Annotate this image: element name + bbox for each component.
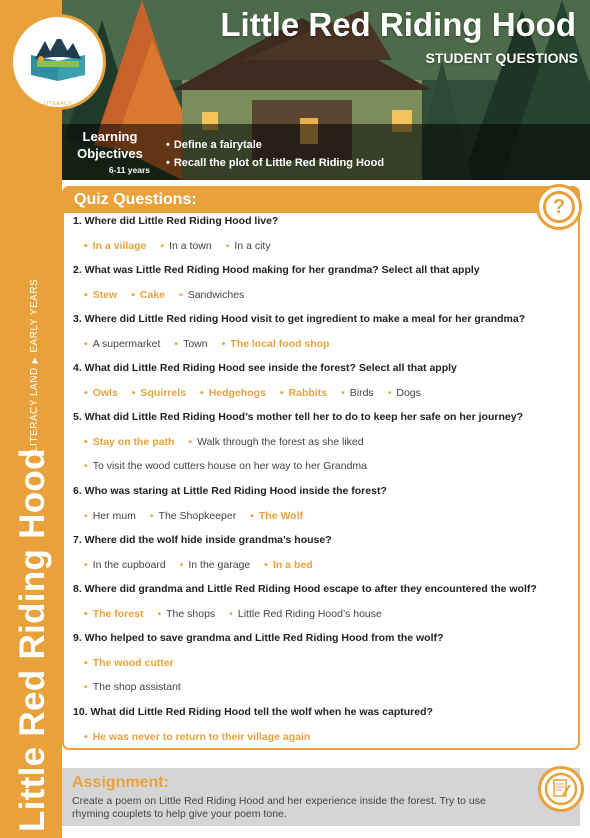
answer-option-correct: • The local food shop [222,338,330,350]
answer-row [84,559,327,571]
side-title: Little Red Riding Hood [13,448,52,832]
side-sub-right: EARLY YEARS [29,278,40,353]
answer-option: • In a town [160,240,211,252]
objective-item: • Recall the plot of Little Red Riding Hood [166,154,384,172]
literacy-logo [10,14,106,110]
question-text: 7. Where did the wolf hide inside grandma’s house? [73,534,332,546]
answer-option-correct: • Rabbits [280,387,327,399]
objective-item: • Define a fairytale [166,136,384,154]
quiz-header [64,188,578,213]
answer-row [84,657,188,669]
answer-option-correct: • Cake [131,289,165,301]
answer-option: • Her mum [84,510,136,522]
page-subtitle: STUDENT QUESTIONS [425,50,578,66]
assignment-panel [62,768,580,826]
quiz-title: Quiz Questions: [74,191,197,208]
question-text: 3. Where did Little Red riding Hood visit to get ingredient to make a meal for her grandma? [73,313,526,325]
answer-row [84,681,195,693]
answer-option-correct: • Stew [84,289,117,301]
question-mark-icon: ? [543,191,575,223]
triangle-right-icon: ▶ [30,356,39,364]
question-text: 4. What did Little Red Riding Hood see inside the forest? Select all that apply [73,362,457,374]
answer-option-correct: • Hedgehogs [200,387,266,399]
answer-option-correct: • In a village [84,240,146,252]
answer-option: • Sandwiches [179,289,244,301]
question-badge [536,184,582,230]
question-text: 9. Who helped to save grandma and Little Red Riding Hood from the wolf? [73,632,444,644]
answer-option: • Birds [341,387,374,399]
answer-row [84,338,343,350]
question-text: 6. Who was staring at Little Red Riding Hood inside the forest? [73,485,387,497]
answer-option-correct: • The wood cutter [84,657,174,669]
assignment-badge [538,766,584,812]
side-subtitle [29,279,40,452]
answer-option: • Walk through the forest as she liked [188,436,363,448]
learning-objectives [62,124,590,180]
answer-option: • The shop assistant [84,681,181,693]
learning-objectives-title: Learning Objectives [77,129,143,161]
answer-option: • The Shopkeeper [150,510,236,522]
answer-option-correct: • The Wolf [250,510,303,522]
side-sub-left: LITERACY LAND [29,367,40,452]
assignment-text: Create a poem on Little Red Riding Hood and her experience inside the forest. Try to use rhyming couplets to help give your poem tone. [72,795,486,820]
assignment-title: Assignment: [72,774,169,791]
answer-option: • In the garage [180,559,251,571]
answer-row [84,387,435,399]
paper-pencil-icon [541,769,581,809]
question-text: 2. What was Little Red Riding Hood making for her grandma? Select all that apply [73,264,480,276]
answer-option-correct: • Owls [84,387,118,399]
question-text: 1. Where did Little Red Riding Hood live? [73,215,279,227]
answer-row [84,608,396,620]
open-book-mountains-icon [13,17,103,107]
answer-option: • Town [174,338,207,350]
logo-text: LITERACY [43,101,73,107]
answer-row [84,289,258,301]
question-text: 5. What did Little Red Riding Hood’s mother tell her to do to keep her safe on her journey? [73,411,523,423]
answer-option: • The shops [157,608,215,620]
question-text: 10. What did Little Red Riding Hood tell the wolf when he was captured? [73,706,433,718]
objectives-list [166,136,384,172]
answer-option: • Little Red Riding Hood’s house [229,608,382,620]
answer-option-correct: • He was never to return to their village again [84,731,310,743]
question-text: 8. Where did grandma and Little Red Riding Hood escape to after they encountered the wolf? [73,583,537,595]
answer-option: • A supermarket [84,338,160,350]
page-title: Little Red Riding Hood [220,6,576,43]
answer-row [84,240,285,252]
hero-banner [62,0,590,180]
answer-option-correct: • Stay on the path [84,436,174,448]
answer-row [84,460,381,472]
answer-option: • Dogs [388,387,421,399]
answer-option: • To visit the wood cutters house on her way to her Grandma [84,460,367,472]
answer-row [84,510,317,522]
answer-option: • In the cupboard [84,559,166,571]
answer-option: • In a city [226,240,271,252]
answer-option-correct: • In a bed [264,559,312,571]
answer-option-correct: • The forest [84,608,143,620]
answer-option-correct: • Squirrels [132,387,186,399]
answer-row [84,731,324,743]
age-range: 6-11 years [108,165,150,175]
answer-row [84,436,378,448]
